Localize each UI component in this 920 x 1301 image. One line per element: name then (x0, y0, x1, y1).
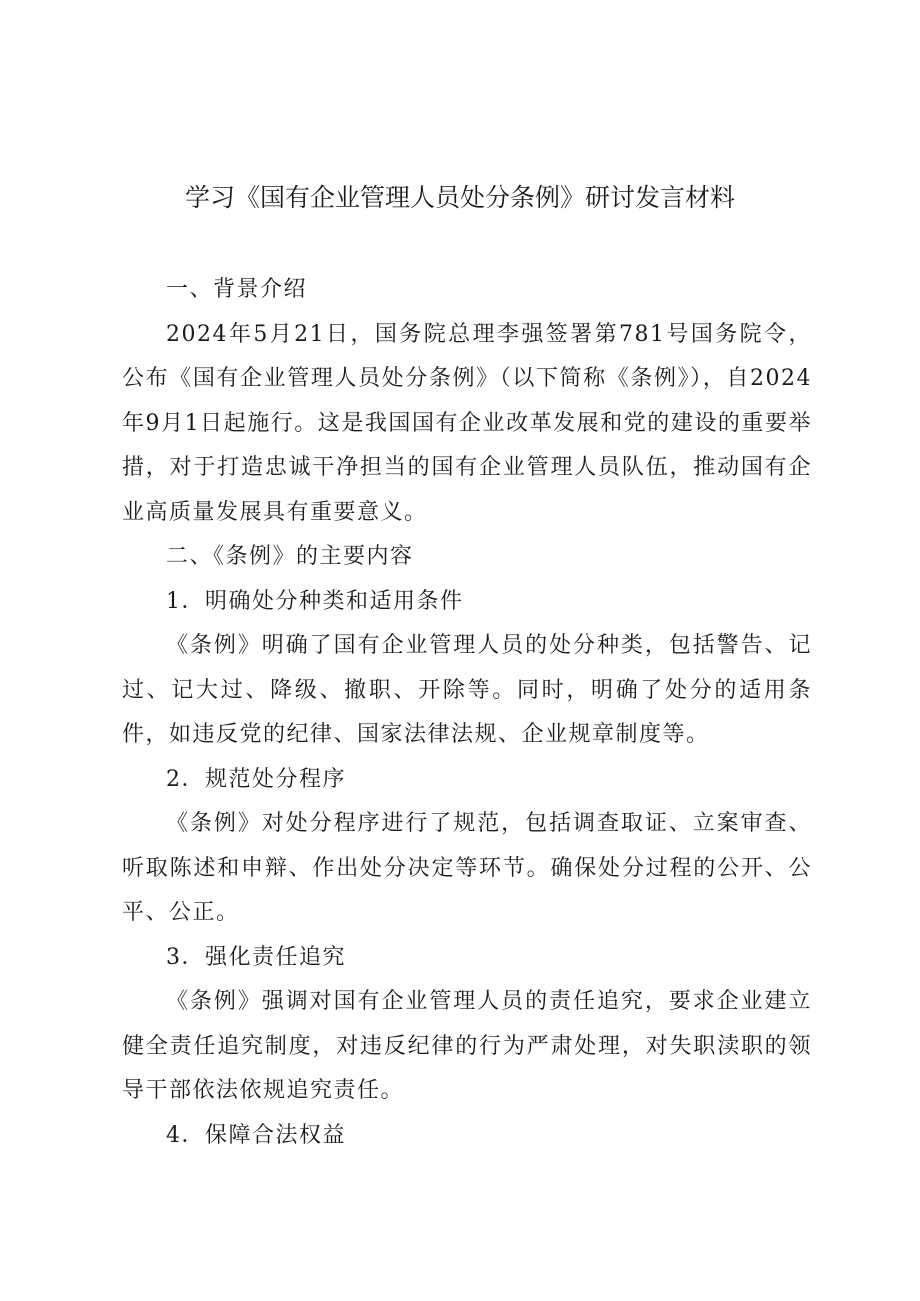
subheading-penalty-types: 1．明确处分种类和适用条件 (166, 588, 464, 614)
document-body (122, 268, 812, 1158)
subheading-legal-rights: 4．保障合法权益 (166, 1122, 346, 1148)
subheading-procedure: 2．规范处分程序 (166, 766, 346, 792)
paragraph-procedure: 《条例》对处分程序进行了规范，包括调查取证、立案审查、听取陈述和申辩、作出处分决定等环节。确保处分过程的公开、公平、公正。 (122, 811, 812, 925)
section-heading-background: 一、背景介绍 (166, 277, 308, 302)
document-title: 学习《国有企业管理人员处分条例》研讨发言材料 (184, 183, 735, 212)
paragraph-penalty-types: 《条例》明确了国有企业管理人员的处分种类，包括警告、记过、记大过、降级、撤职、开除等。同时，明确了处分的适用条件，如违反党的纪律、国家法律法规、企业规章制度等。 (122, 633, 812, 747)
section-heading-main-content: 二、《条例》的主要内容 (166, 544, 414, 569)
subheading-accountability: 3．强化责任追究 (166, 944, 346, 970)
paragraph-background: 2024年5月21日，国务院总理李强签署第781号国务院令，公布《国有企业管理人员处分条例》（以下简称《条例》），自2024年9月1日起施行。这是我国国有企业改革发展和党的建设的重要举措，对于打造忠诚干净担当的国有企业管理人员队伍，推动国有企业高质量发展具有重要意义。 (122, 321, 812, 525)
paragraph-accountability: 《条例》强调对国有企业管理人员的责任追究，要求企业建立健全责任追究制度，对违反纪律的行为严肃处理，对失职渎职的领导干部依法依规追究责任。 (122, 989, 812, 1103)
